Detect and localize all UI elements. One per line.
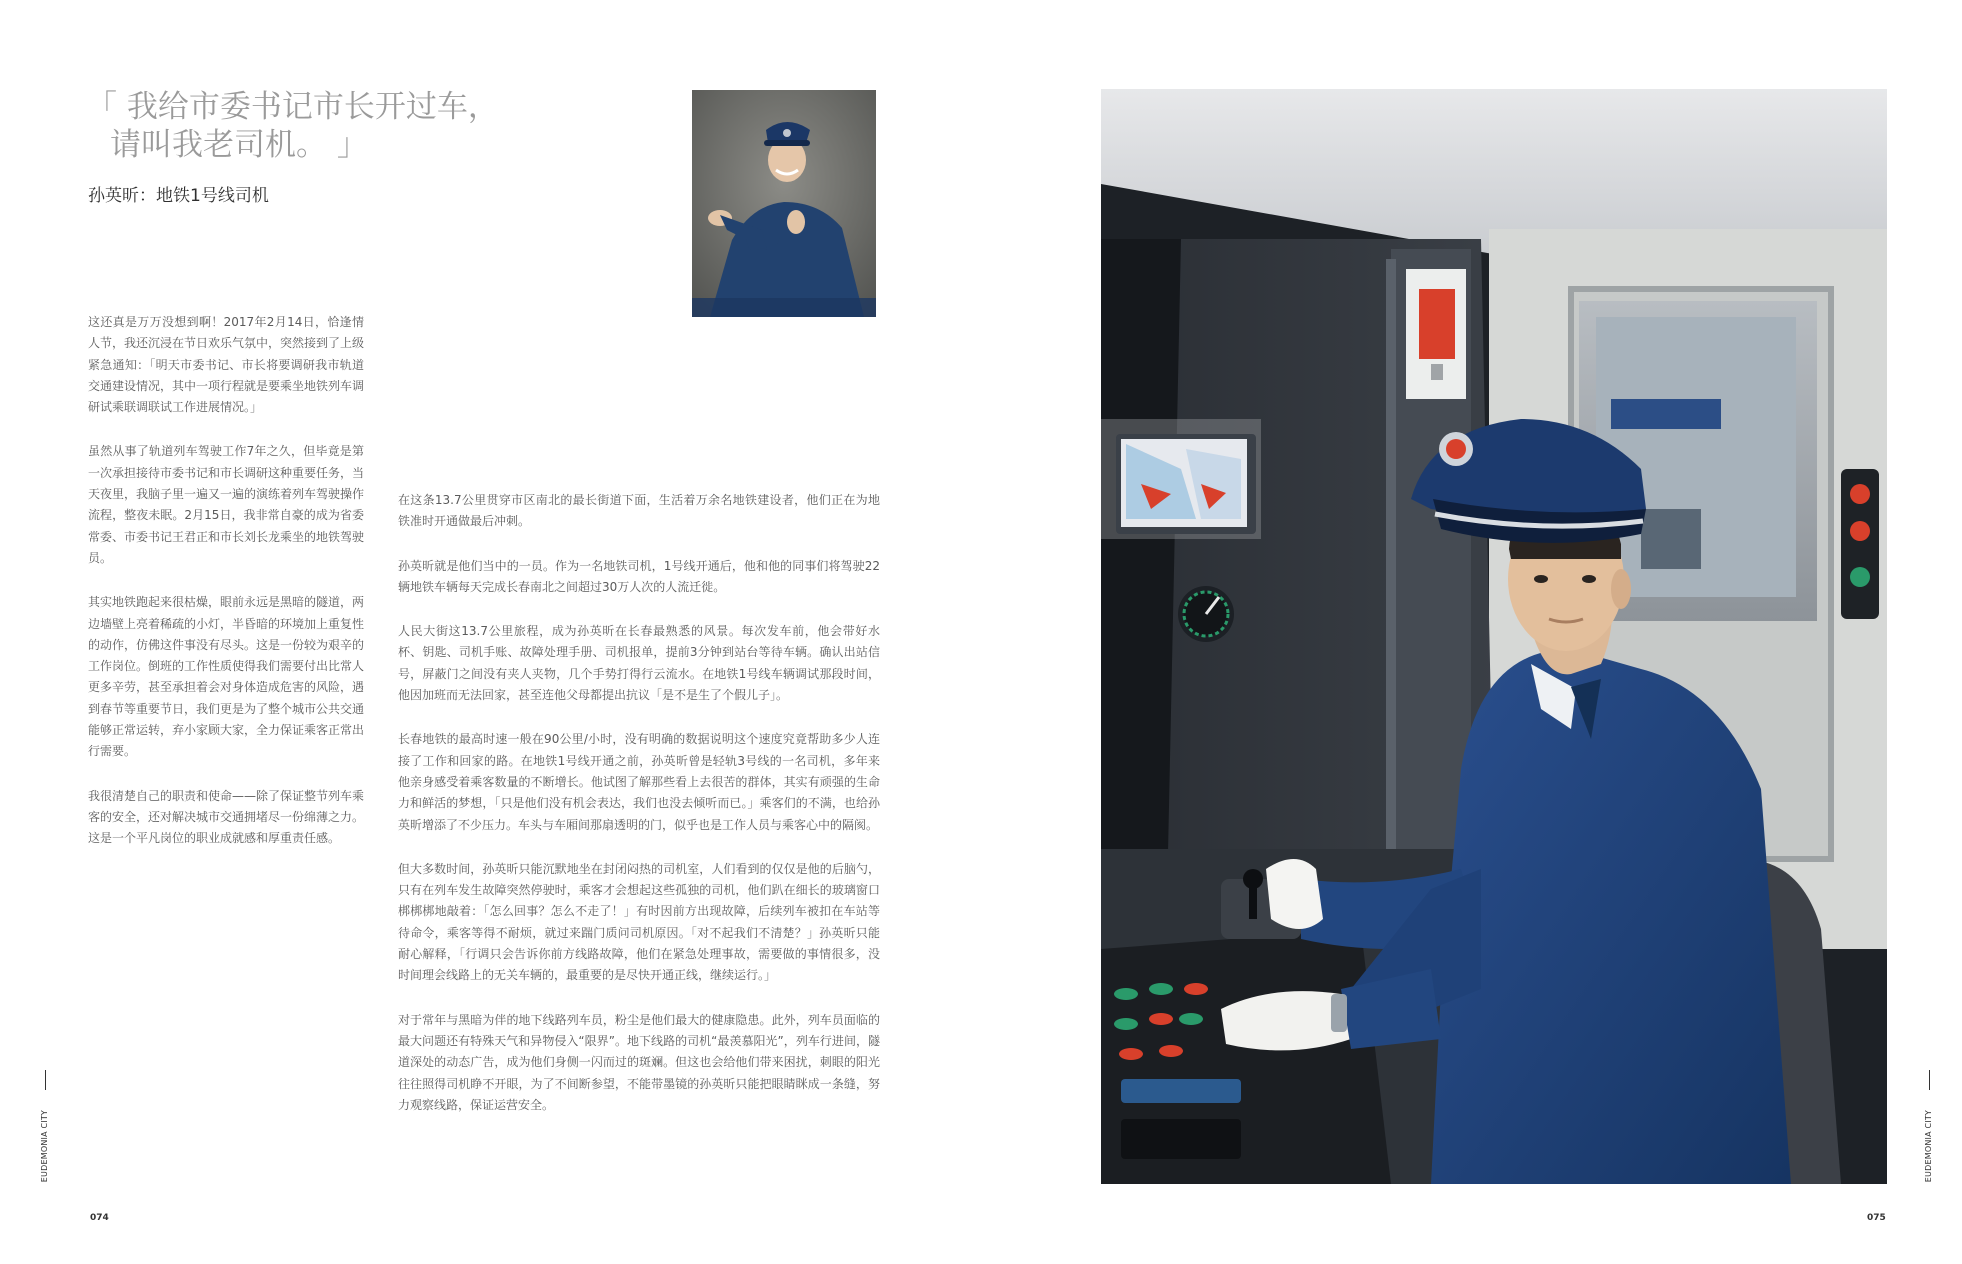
paragraph: 其实地铁跑起来很枯燥，眼前永远是黑暗的隧道，两边墙壁上亮着稀疏的小灯，半昏暗的环境加上重复性的动作，仿佛这件事没有尽头。这是一份较为艰辛的工作岗位。倒班的工作性质使得我们需要付出比常人更多辛劳，甚至承担着会对身体造成危害的风险，遇到春节等重要节日，我们更是为了整个城市公共交通能够正常运转，弃小家顾大家，全力保证乘客正常出行需要。	[88, 595, 365, 759]
divider	[45, 1070, 46, 1090]
article-column-1	[88, 312, 364, 873]
paragraph: 孙英昕就是他们当中的一员。作为一名地铁司机，1号线开通后，他和他的同事们将驾驶22辆地铁车辆每天完成长春南北之间超过30万人次的人流迁徙。	[398, 558, 880, 594]
page-number: 075	[1867, 1213, 1886, 1223]
paragraph: 对于常年与黑暗为伴的地下线路列车员，粉尘是他们最大的健康隐患。此外，列车员面临的最大问题还有特殊天气和异物侵入“限界”。地下线路的司机“最羡慕阳光”，列车行进间，隧道深处的动态广告，成为他们身侧一闪而过的斑斓。但这也会给他们带来困扰，刺眼的阳光往往照得司机睁不开眼，为了不间断参望，不能带墨镜的孙英昕只能把眼睛眯成一条缝，努力观察线路，保证运营安全。	[398, 1012, 880, 1112]
page-number: 074	[90, 1213, 109, 1223]
article-column-2	[398, 490, 880, 1139]
paragraph: 在这条13.7公里贯穿市区南北的最长街道下面，生活着万余名地铁建设者，他们正在为地铁准时开通做最后冲刺。	[398, 493, 880, 529]
paragraph: 但大多数时间，孙英昕只能沉默地坐在封闭闷热的司机室，人们看到的仅仅是他的后脑勺，只有在列车发生故障突然停驶时，乘客才会想起这些孤独的司机，他们趴在细长的玻璃窗口梆梆梆地敲着：「怎么回事？怎么不走了！」有时因前方出现故障，后续列车被扣在车站等待命令，乘客等得不耐烦，就过来踹门质问司机原因。「对不起我们不清楚？」孙英昕只能耐心解释，「行调只会告诉你前方线路故障，他们在紧急处理事故，需要做的事情很多，没时间理会线路上的无关车辆的，最重要的是尽快开通正线，继续运行。」	[398, 861, 880, 983]
side-label-right	[1924, 1070, 1936, 1210]
paragraph: 人民大街这13.7公里旅程，成为孙英昕在长春最熟悉的风景。每次发车前，他会带好水杯、钥匙、司机手账、故障处理手册、司机报单，提前3分钟到站台等待车辆。确认出站信号，屏蔽门之间没有夹人夹物，几个手势打得行云流水。在地铁1号线车辆调试那段时间，他因加班而无法回家，甚至连他父母都提出抗议「是不是生了个假儿子」。	[398, 624, 880, 703]
divider	[1929, 1070, 1930, 1090]
driver-portrait-photo	[692, 90, 876, 317]
pull-quote-line-2: 请叫我老司机。 」	[110, 127, 368, 163]
paragraph: 我很清楚自己的职责和使命——除了保证整节列车乘客的安全，还对解决城市交通拥堵尽一份绵薄之力。这是一个平凡岗位的职业成就感和厚重责任感。	[88, 788, 365, 846]
magazine-name: EUDEMONIA CITY	[40, 1110, 49, 1183]
article-subtitle: 孙英昕：地铁1号线司机	[88, 186, 269, 206]
train-driver-cab-photo	[1101, 89, 1887, 1184]
paragraph: 长春地铁的最高时速一般在90公里/小时，没有明确的数据说明这个速度究竟帮助多少人连接了工作和回家的路。在地铁1号线开通之前，孙英昕曾是轻轨3号线的一名司机，多年来他亲身感受着乘客数量的不断增长。他试图了解那些看上去很苦的群体，其实有顽强的生命力和鲜活的梦想，「只是他们没有机会表达，我们也没去倾听而已。」乘客们的不满，也给孙英昕增添了不少压力。车头与车厢间那扇透明的门，似乎也是工作人员与乘客心中的隔阂。	[398, 732, 880, 832]
pull-quote-line-1: 「 我给市委书记市长开过车，	[86, 89, 499, 125]
paragraph: 虽然从事了轨道列车驾驶工作7年之久，但毕竟是第一次承担接待市委书记和市长调研这种重要任务，当天夜里，我脑子里一遍又一遍的演练着列车驾驶操作流程，整夜未眠。2月15日，我非常自豪的成为省委常委、市委书记王君正和市长刘长龙乘坐的地铁驾驶员。	[88, 444, 365, 565]
side-label-left	[40, 1070, 52, 1210]
pull-quote	[86, 88, 686, 164]
paragraph: 这还真是万万没想到啊！2017年2月14日，恰逢情人节，我还沉浸在节日欢乐气氛中，突然接到了上级紧急通知：「明天市委书记、市长将要调研我市轨道交通建设情况，其中一项行程就是要乘坐地铁列车调研试乘联调联试工作进展情况。」	[88, 315, 365, 415]
magazine-name: EUDEMONIA CITY	[1924, 1110, 1933, 1183]
